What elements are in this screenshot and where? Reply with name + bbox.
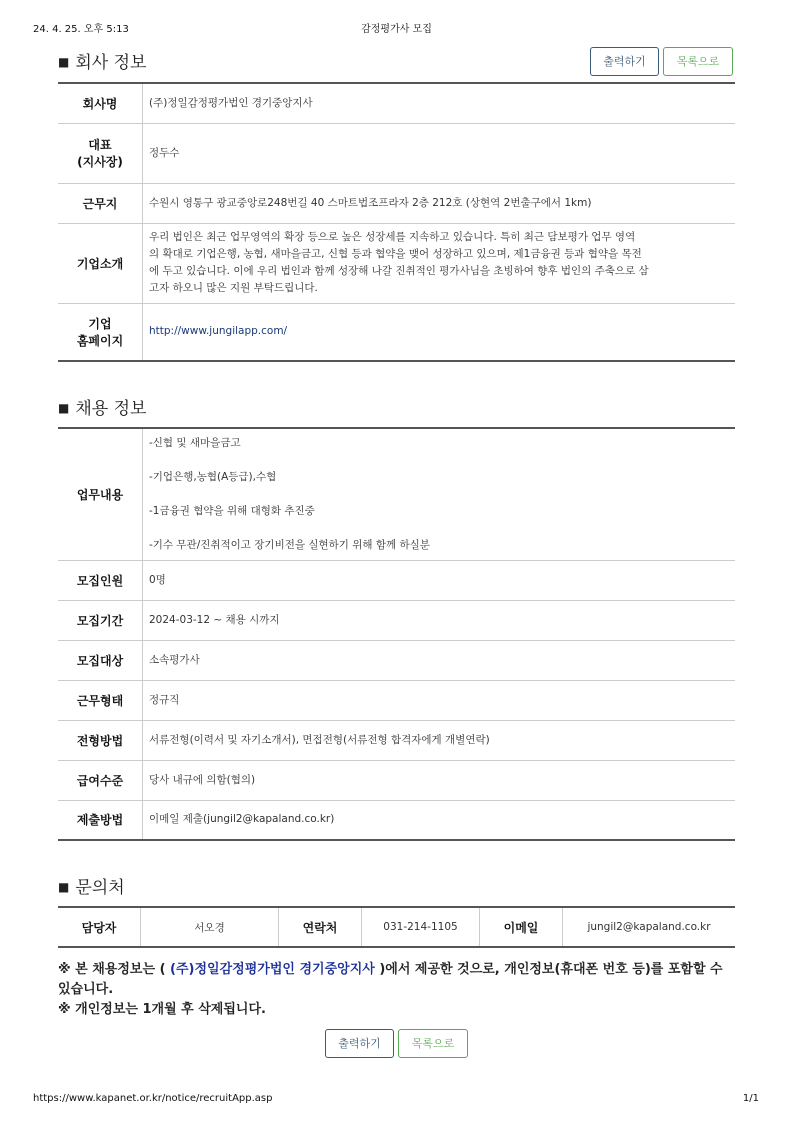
- privacy-notice: [58, 960, 738, 1020]
- location-row: [58, 183, 735, 223]
- print-datetime: 24. 4. 25. 오후 5:13: [33, 24, 129, 35]
- period-value: 2024-03-12 ~ 채용 시까지: [143, 600, 736, 640]
- employment-row: [58, 680, 735, 720]
- homepage-label-line1: 기업: [88, 316, 112, 331]
- location-value: 수원시 영통구 광교중앙로248번길 40 스마트법조프라자 2층 212호 (상현역 2번출구에서 1km): [143, 183, 736, 223]
- homepage-cell: [143, 303, 736, 361]
- period-label: 모집기간: [58, 600, 143, 640]
- company-info-table: [58, 82, 735, 362]
- employment-label: 근무형태: [58, 680, 143, 720]
- ceo-row: [58, 123, 735, 183]
- intro-value: [143, 223, 736, 303]
- duty-label: 업무내용: [58, 428, 143, 560]
- homepage-link[interactable]: http://www.jungilapp.com/: [149, 325, 288, 338]
- list-button-bottom[interactable]: 목록으로: [398, 1029, 468, 1058]
- location-label: 근무지: [58, 183, 143, 223]
- square-bullet-icon: ■: [58, 401, 70, 415]
- contact-person-label: 담당자: [58, 907, 141, 947]
- notice-company: (주)정일감정평가법인 경기중앙지사: [170, 962, 375, 977]
- recruit-heading: 채용 정보: [75, 399, 147, 419]
- print-page-number: 1/1: [742, 1093, 759, 1104]
- salary-label: 급여수준: [58, 760, 143, 800]
- contact-email-value: jungil2@kapaland.co.kr: [587, 921, 711, 933]
- contact-email-label: 이메일: [480, 907, 563, 947]
- notice-pre: ※ 본 채용정보는 (: [58, 962, 171, 977]
- duty-item: -1금융권 협약을 위해 대형화 추진중: [149, 504, 315, 517]
- salary-row: [58, 760, 735, 800]
- intro-line: 고자 하오니 많은 지원 부탁드립니다.: [149, 282, 318, 294]
- intro-line: 의 확대로 기업은행, 농협, 새마을금고, 신협 등과 협약을 맺어 성장하고 있으며, 제1금융권 등과 협약을 목전: [149, 248, 642, 260]
- intro-line: 에 두고 있습니다. 이에 우리 법인과 함께 성장해 나갈 진취적인 평가사님을 초빙하여 향후 법인의 주축으로 삼: [149, 265, 649, 277]
- process-row: [58, 720, 735, 760]
- list-button-top[interactable]: 목록으로: [663, 47, 733, 76]
- duty-item: -기업은행,농협(A등급),수협: [149, 470, 277, 483]
- contact-row: [58, 907, 735, 947]
- company-name-label: 회사명: [58, 83, 143, 123]
- intro-label: 기업소개: [58, 223, 143, 303]
- contact-phone-value: 031-214-1105: [362, 907, 480, 947]
- square-bullet-icon: ■: [58, 55, 70, 69]
- submit-row: [58, 800, 735, 840]
- notice-line-2: ※ 개인정보는 1개월 후 삭제됩니다.: [58, 1002, 266, 1017]
- recruit-section-title: [58, 394, 146, 419]
- company-section-title: [58, 48, 146, 73]
- process-value: 서류전형(이력서 및 자기소개서), 면접전형(서류전형 합격자에게 개별연락): [143, 720, 736, 760]
- company-name-row: [58, 83, 735, 123]
- submit-label: 제출방법: [58, 800, 143, 840]
- headcount-value: 0명: [143, 560, 736, 600]
- print-url: https://www.kapanet.or.kr/notice/recruitApp.asp: [33, 1093, 273, 1104]
- ceo-label-line2: (지사장): [77, 155, 123, 169]
- contact-table: [58, 906, 735, 948]
- headcount-row: [58, 560, 735, 600]
- print-title: 감정평가사 모집: [361, 24, 432, 35]
- recruit-info-table: [58, 427, 735, 841]
- intro-line: 우리 법인은 최근 업무영역의 확장 등으로 높은 성장세를 지속하고 있습니다. 특히 최근 담보평가 업무 영역: [149, 231, 636, 243]
- intro-row: [58, 223, 735, 303]
- duty-row: [58, 428, 735, 560]
- company-name-value: (주)정일감정평가법인 경기중앙지사: [143, 83, 736, 123]
- print-button-top[interactable]: 출력하기: [590, 47, 659, 76]
- homepage-label-line2: 홈페이지: [76, 333, 124, 348]
- period-row: [58, 600, 735, 640]
- notice-line-1: [58, 960, 738, 1000]
- submit-value: 이메일 제출(jungil2@kapaland.co.kr): [149, 813, 335, 826]
- salary-value: 당사 내규에 의함(협의): [143, 760, 736, 800]
- headcount-label: 모집인원: [58, 560, 143, 600]
- ceo-label-line1: 대표: [88, 138, 112, 152]
- target-row: [58, 640, 735, 680]
- homepage-label: [58, 303, 143, 361]
- print-button-bottom[interactable]: 출력하기: [325, 1029, 394, 1058]
- square-bullet-icon: ■: [58, 880, 70, 894]
- contact-phone-label: 연락처: [279, 907, 362, 947]
- duty-item: -신협 및 새마을금고: [149, 436, 241, 449]
- duty-item: -기수 무관/진취적이고 장기비전을 실현하기 위해 함께 하실분: [149, 538, 430, 551]
- contact-heading: 문의처: [75, 878, 125, 898]
- contact-person-value: 서오경: [141, 907, 279, 947]
- contact-section-title: [58, 873, 125, 898]
- process-label: 전형방법: [58, 720, 143, 760]
- ceo-label: [58, 123, 143, 183]
- company-heading: 회사 정보: [75, 53, 147, 73]
- notice-post: )에서 제공한 것으로, 개인정보(휴대폰 번호 등)를 포함할 수 있습니다.: [58, 962, 723, 997]
- duty-value: [143, 428, 736, 560]
- employment-value: 정규직: [143, 680, 736, 720]
- target-label: 모집대상: [58, 640, 143, 680]
- target-value: 소속평가사: [143, 640, 736, 680]
- ceo-value: 정두수: [143, 123, 736, 183]
- homepage-row: [58, 303, 735, 361]
